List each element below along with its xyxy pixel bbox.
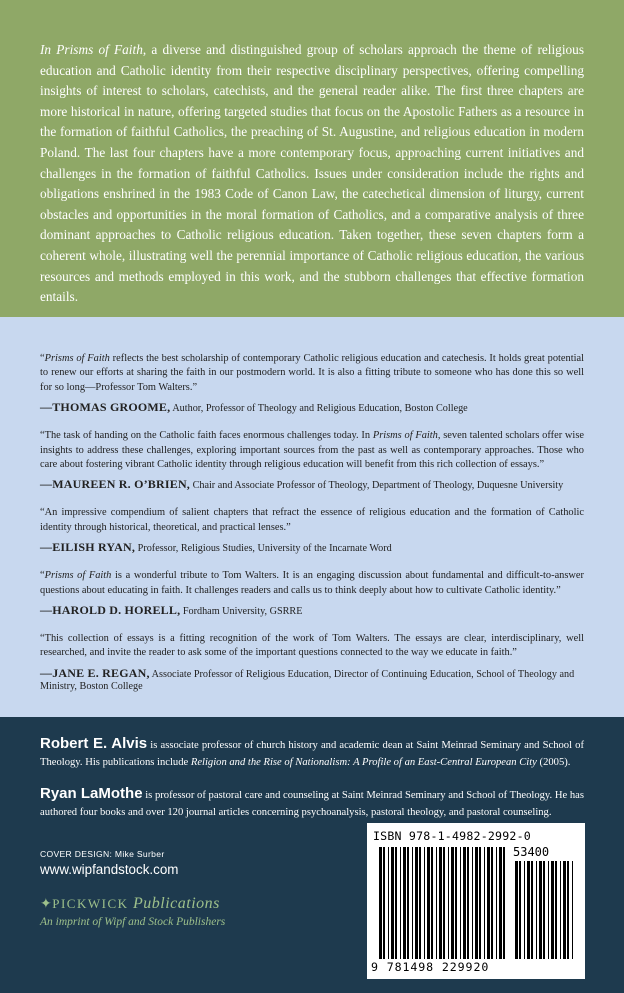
endorsement-item bbox=[40, 506, 584, 555]
imprint-line: An imprint of Wipf and Stock Publishers bbox=[40, 916, 226, 928]
cover-design-credit: COVER DESIGN: Mike Surber bbox=[40, 849, 165, 859]
publisher-website[interactable]: www.wipfandstock.com bbox=[40, 862, 179, 877]
author-panel bbox=[0, 717, 624, 993]
endorsement-attribution: —THOMAS GROOME, Author, Professor of Theology and Religious Education, Boston College bbox=[40, 400, 468, 415]
endorser-name: —HAROLD D. HORELL, bbox=[40, 603, 181, 618]
endorsement-quote: “Prisms of Faith reflects the best scholarship of contemporary Catholic religious education and catechesis. It holds great potential to renew our efforts at sharing the faith in our postmodern world. It is also a fitting tribute to someone who has done this so well for so long—Professor Tom Walters.” bbox=[40, 353, 584, 393]
endorsement-quote: “Prisms of Faith is a wonderful tribute to Tom Walters. It is an engaging discussion about fundamental and difficult-to-answer questions about educating in faith. It challenges readers and calls us to think deeply about how to cultivate Catholic identity.” bbox=[40, 570, 584, 596]
description-title: In Prisms of Faith bbox=[40, 42, 143, 57]
endorser-name: —THOMAS GROOME, bbox=[40, 400, 171, 415]
description-panel bbox=[0, 0, 624, 317]
endorsement-quote: “The task of handing on the Catholic faith faces enormous challenges today. In Prisms of Faith, seven talented scholars offer wise insights to address these challenges, exploring important sources from the past as well as contemporary approaches. Those who care about fostering vibrant Catholic identity through religious education will benefit from this rich collection of essays.” bbox=[40, 430, 584, 471]
endorsement-quote: “An impressive compendium of salient chapters that refract the essence of religious education and the formation of Catholic identity through historical, theoretical, and practical lenses.” bbox=[40, 507, 584, 533]
endorsement-attribution: —HAROLD D. HORELL, Fordham University, GSRRE bbox=[40, 603, 303, 618]
barcode-bars-icon bbox=[367, 823, 585, 979]
credits bbox=[40, 849, 340, 928]
isbn-number: ISBN 978-1-4982-2992-0 bbox=[373, 829, 531, 843]
author-bio: Robert E. Alvis is associate professor of church history and academic dean at Saint Meinrad Seminary and School of Theology. His publications include Religion and the Rise of Nationalism: A Profile of an East-Central European City (2005). bbox=[40, 735, 585, 768]
endorser-name: —EILISH RYAN, bbox=[40, 540, 136, 555]
ean-number: 9 781498 229920 bbox=[371, 960, 490, 974]
publisher-logo: ✦PICKWICK Publications bbox=[40, 895, 220, 912]
price-code: 53400 bbox=[513, 845, 550, 859]
endorsement-item bbox=[40, 429, 584, 492]
endorsement-attribution: —MAUREEN R. O’BRIEN, Chair and Associate Professor of Theology, Department of Theology, Duquesne University bbox=[40, 477, 564, 492]
endorser-name: —JANE E. REGAN, bbox=[40, 665, 150, 680]
author-name: Ryan LaMothe bbox=[40, 785, 143, 802]
author-name: Robert E. Alvis bbox=[40, 735, 148, 752]
endorsement-quote: “This collection of essays is a fitting recognition of the work of Tom Walters. The essays are clear, interdisciplinary, well researched, and invite the reader to ask some of the important questions connected to the way we educate in faith.” bbox=[40, 633, 584, 659]
endorser-name: —MAUREEN R. O’BRIEN, bbox=[40, 477, 191, 492]
endorsements-panel bbox=[0, 317, 624, 717]
endorsement-attribution: —JANE E. REGAN, Associate Professor of Religious Education, Director of Continuing Education, School of Theology and Ministry, Boston College bbox=[40, 665, 575, 692]
author-bio: Ryan LaMothe is professor of pastoral care and counseling at Saint Meinrad Seminary and School of Theology. He has authored four books and over 120 journal articles concerning psychoanalysis, pastoral theology, and pastoral counseling. bbox=[40, 785, 584, 818]
isbn-barcode bbox=[367, 823, 585, 979]
pickwick-emblem-icon: ✦ bbox=[40, 897, 53, 912]
endorsement-attribution: —EILISH RYAN, Professor, Religious Studies, University of the Incarnate Word bbox=[40, 540, 392, 555]
endorsement-item bbox=[40, 569, 584, 618]
endorsement-item bbox=[40, 632, 584, 692]
description-text: In Prisms of Faith, a diverse and distinguished group of scholars approach the theme of religious education and Catholic identity from their respective disciplinary perspectives, offering compelling insights of interest to scholars, catechists, and the general reader alike. The first three chapters are more historical in nature, offering targeted studies that focus on the Apostolic Fathers as a resource in the formation of faithful Catholics, the preaching of St. Augustine, and religious education in modern Poland. The last four chapters have a more contemporary focus, approaching current initiatives and challenges in the formation of faithful Catholics. Issues under consideration include the rights and obligations enshrined in the 1983 Code of Canon Law, the catechetical dimension of liturgy, current obstacles and opportunities in the moral formation of Catholics, and a comparative analysis of three dominant approaches to Catholic religious education. Taken together, these seven chapters form a coherent whole, illustrating well the perennial importance of Catholic religious education, the various resources and methods employed in this work, and the stubborn challenges that effective formation entails. bbox=[40, 42, 584, 305]
endorsement-item bbox=[40, 352, 584, 415]
